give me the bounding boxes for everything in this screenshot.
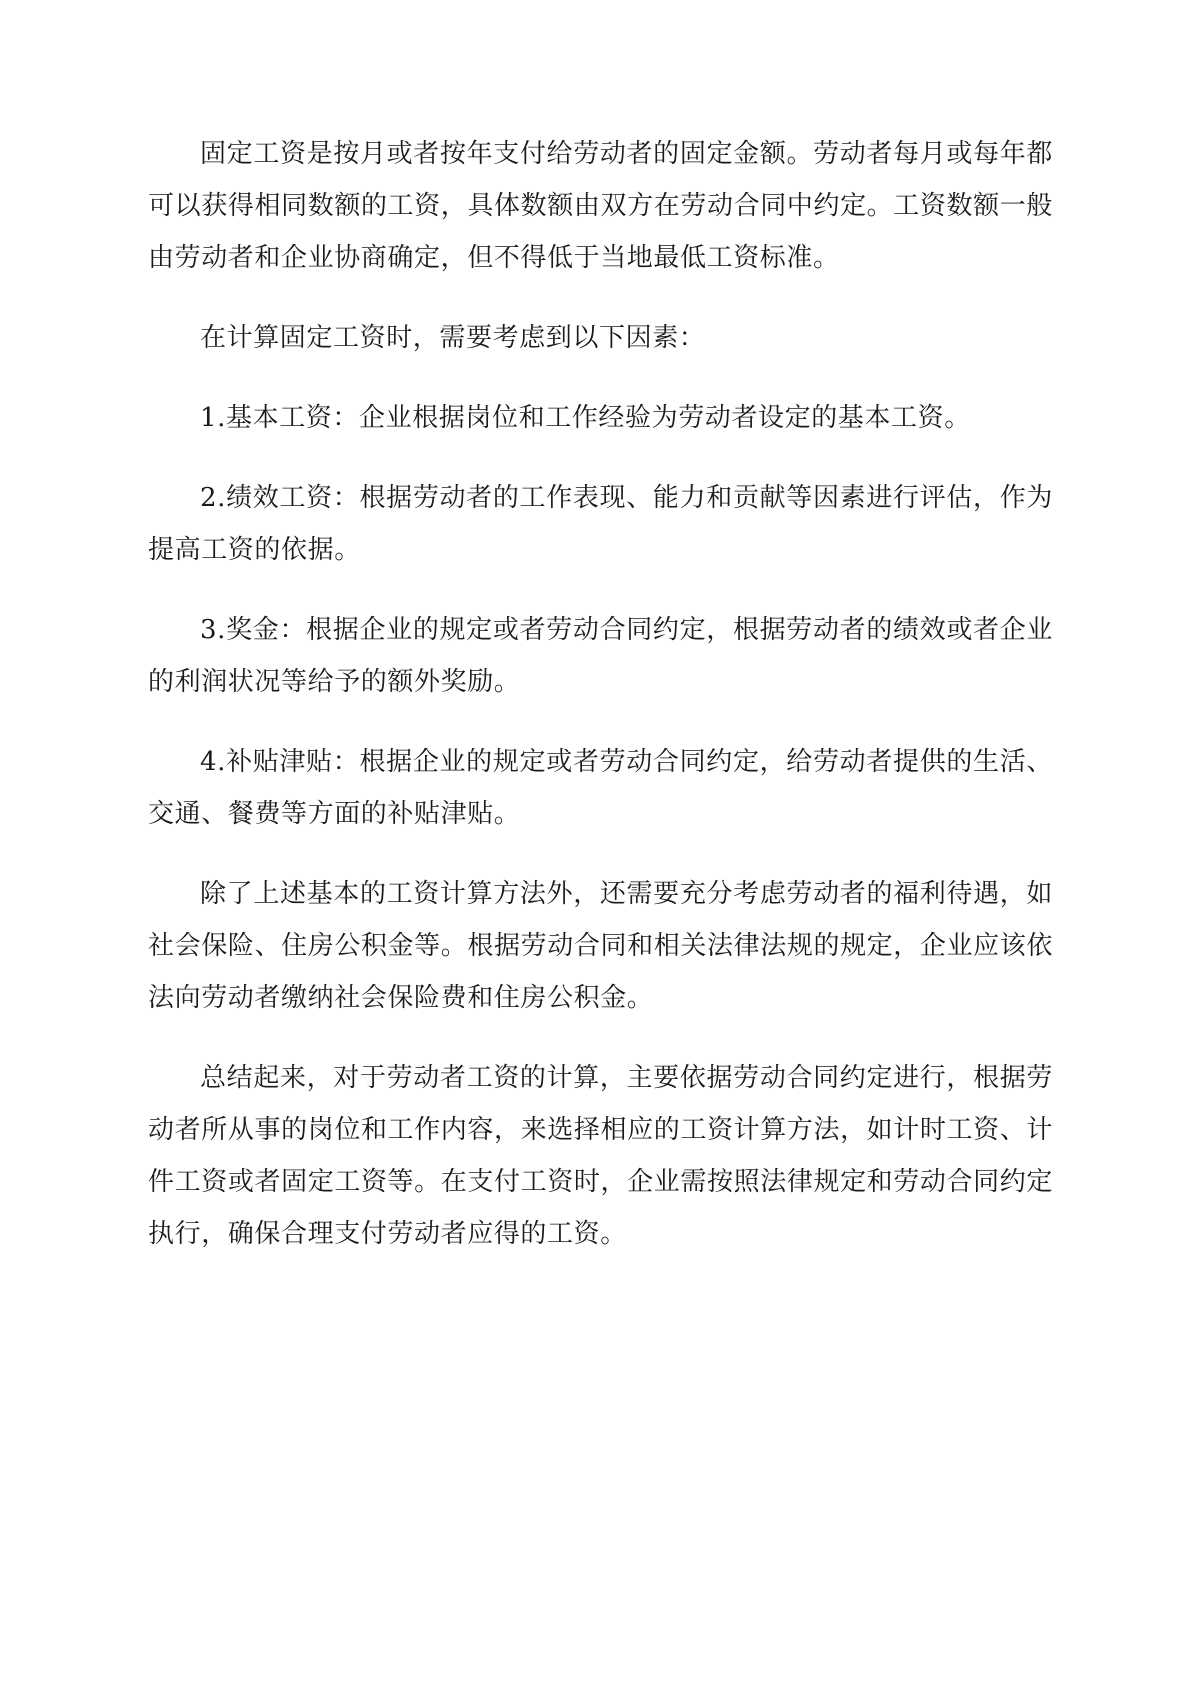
list-item-allowance: 4.补贴津贴：根据企业的规定或者劳动合同约定，给劳动者提供的生活、交通、餐费等方面的补贴津贴。 [148, 747, 1053, 829]
paragraph-summary: 总结起来，对于劳动者工资的计算，主要依据劳动合同约定进行，根据劳动者所从事的岗位和工作内容，来选择相应的工资计算方法，如计时工资、计件工资或者固定工资等。在支付工资时，企业需按照法律规定和劳动合同约定执行，确保合理支付劳动者应得的工资。 [148, 1063, 1053, 1249]
paragraph-welfare: 除了上述基本的工资计算方法外，还需要充分考虑劳动者的福利待遇，如社会保险、住房公积金等。根据劳动合同和相关法律法规的规定，企业应该依法向劳动者缴纳社会保险费和住房公积金。 [148, 879, 1053, 1013]
paragraph-fixed-wage-definition: 固定工资是按月或者按年支付给劳动者的固定金额。劳动者每月或每年都可以获得相同数额的工资，具体数额由双方在劳动合同中约定。工资数额一般由劳动者和企业协商确定，但不得低于当地最低工资标准。 [148, 139, 1053, 273]
paragraph-factors-intro: 在计算固定工资时，需要考虑到以下因素： [200, 323, 706, 353]
list-item-basic-wage: 1.基本工资：企业根据岗位和工作经验为劳动者设定的基本工资。 [200, 403, 971, 433]
list-item-bonus: 3.奖金：根据企业的规定或者劳动合同约定，根据劳动者的绩效或者企业的利润状况等给予的额外奖励。 [148, 615, 1053, 697]
list-item-performance-wage: 2.绩效工资：根据劳动者的工作表现、能力和贡献等因素进行评估，作为提高工资的依据。 [148, 483, 1053, 565]
document-body [148, 128, 1053, 1288]
